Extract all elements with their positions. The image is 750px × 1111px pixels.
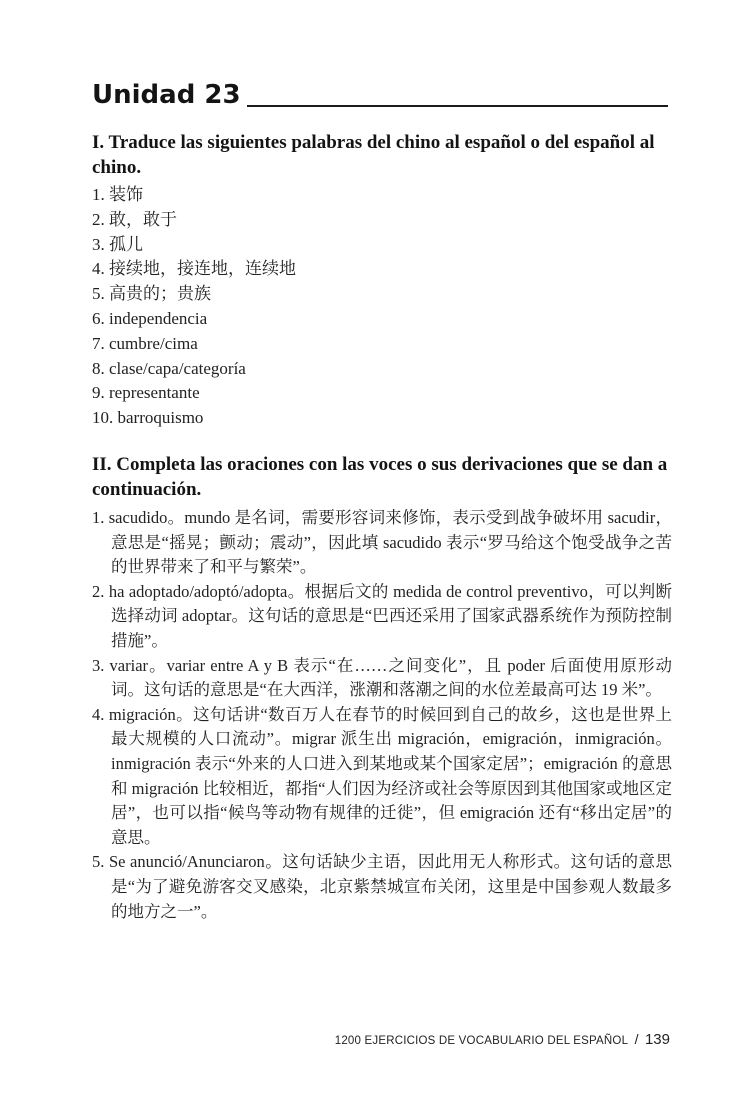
page-number: 139 xyxy=(644,1031,670,1048)
list-item: 8. clase/capa/categoría xyxy=(92,358,246,378)
answer-item: 1. sacudido。mundo 是名词，需要形容词来修饰，表示受到战争破坏用 sacudir，意思是“摇晃；颤动；震动”，因此填 sacudido 表示“罗马给这个饱受战争之苦的世界带来了和平与繁荣”。 xyxy=(92,508,672,577)
list-item: 7. cumbre/cima xyxy=(92,333,198,353)
title-underline xyxy=(247,105,668,107)
list-item: 9. representante xyxy=(92,383,200,403)
list-item: 6. independencia xyxy=(92,308,208,328)
list-item: 5. 高贵的；贵族 xyxy=(92,284,211,304)
answer-item: 2. ha adoptado/adoptó/adopta。根据后文的 medida de control preventivo，可以判断选择动词 adoptar。这句话的意思是“巴西还采用了国家武器系统作为预防控制措施”。 xyxy=(92,581,672,650)
footer-book-title: 1200 EJERCICIOS DE VOCABULARIO DEL ESPAÑOL xyxy=(334,1035,629,1047)
section-completion xyxy=(92,452,672,924)
unit-title: Unidad 23 xyxy=(92,80,241,110)
answer-item: 3. variar。variar entre A y B 表示“在……之间变化”，且 poder 后面使用原形动词。这句话的意思是“在大西洋，涨潮和落潮之间的水位差最高可达 19 米”。 xyxy=(92,655,672,700)
translation-list xyxy=(92,183,672,431)
list-item: 2. 敢，敢于 xyxy=(92,209,177,229)
answer-item: 5. Se anunció/Anunciaron。这句话缺少主语，因此用无人称形式。这句话的意思是“为了避免游客交叉感染，北京紫禁城宣布关闭，这里是中国参观人数最多的地方之一”。 xyxy=(92,852,672,921)
section-1-title: I. Traduce las siguientes palabras del chino al español o del español al chino. xyxy=(92,132,655,178)
list-item: 10. barroquismo xyxy=(92,408,204,428)
answer-item: 4. migración。这句话讲“数百万人在春节的时候回到自己的故乡，这也是世界上最大规模的人口流动”。migrar 派生出 migración，emigración，inmigración。inmigración 表示“外来的人口进入到某地或某个国家定居”；emigración 的意思和 migración 比较相近，都指“人们因为经济或社会等原因到其他国家或地区定居”，也可以指“候鸟等动物有规律的迁徙”，但 emigración 还有“移出定居”的意思。 xyxy=(92,704,672,847)
section-2-title: II. Completa las oraciones con las voces o sus derivaciones que se dan a continuación. xyxy=(92,454,668,500)
list-item: 1. 装饰 xyxy=(92,185,143,204)
list-item: 3. 孤儿 xyxy=(92,234,143,254)
list-item: 4. 接续地，接连地，连续地 xyxy=(92,259,296,279)
footer-separator: / xyxy=(634,1031,639,1047)
unit-header xyxy=(92,80,668,110)
section-translation xyxy=(92,130,672,431)
answer-list xyxy=(92,506,672,924)
page-footer xyxy=(300,1031,670,1049)
